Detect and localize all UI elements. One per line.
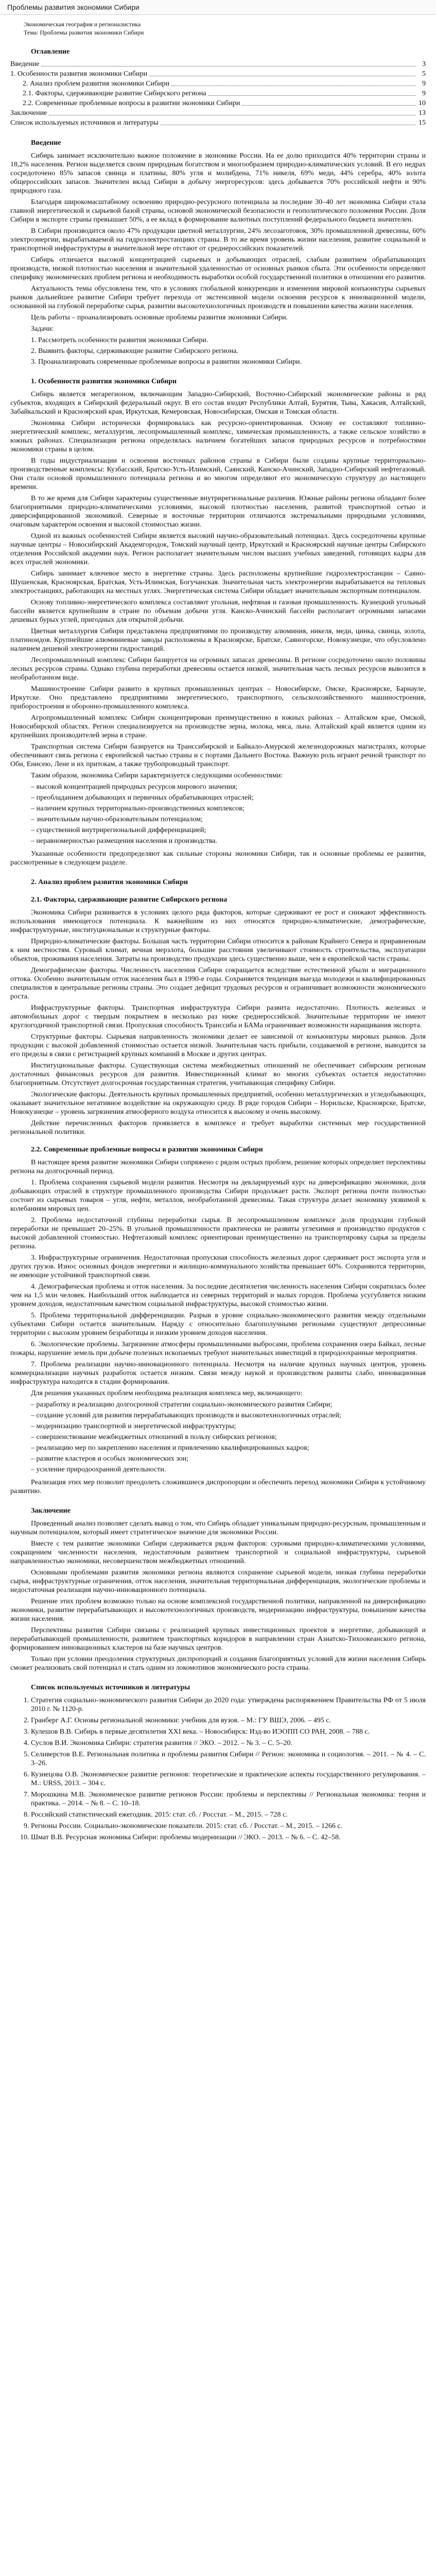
section-2 [10,878,426,1496]
paragraph: Машиностроение Сибири развито в крупных промышленных центрах – Новосибирске, Омске, Красноярске, Барнауле, Иркутске. Оно представлено предприятиями энергетического, транспортного, сельскохозяйственного машиностроения, приборостроения и оборонно-промышленного комплекса. [10,685,426,710]
toc-entry-page: 5 [422,70,426,78]
paragraph: Проведенный анализ позволяет сделать вывод о том, что Сибирь обладает уникальным природно-ресурсным, промышленным и научным потенциалом, который имеет стратегическое значение для экономики России. [10,1520,426,1536]
toc-entry-page: 10 [418,99,426,107]
paragraph: В то же время для Сибири характерны существенные внутрирегиональные различия. Южные районы региона обладают более благоприятными природно-климатическими условиями, высокой плотностью населения, развитой транспортной сетью и диверсифицированной экономикой. Северные и восточные территории отличаются экстремальными природными условиями, очаговым характером освоения и высокой стоимостью жизни. [10,495,426,529]
paragraph: Решение этих проблем возможно только на основе комплексной государственной политики, направленной на диверсификацию экономики, развитие перерабатывающих и высокотехнологичных производств, модернизацию инфраструктуры, повышение качества жизни населения. [10,1598,426,1623]
toc-leader-dots [242,105,415,106]
reference-item: 8. Российский статистический ежегодник. 2015: стат. сб. / Росстат. – М., 2015. – 728 с. [31,1810,426,1819]
paragraph: Таким образом, экономика Сибири характеризуется следующими особенностями: [31,772,283,779]
paragraph: Основными проблемами развития экономики региона являются сохранение сырьевой модели, низкая глубина переработки сырья, инфраструктурные ограничения, отток населения, значительная территориальная дифференциация, экологические проблемы и недостаточная реализация научно-инновационного потенциала. [10,1569,426,1594]
paragraph: Основу топливно-энергетического комплекса составляют угольная, нефтяная и газовая промышленность. Кузнецкий угольный бассейн является крупнейшим в стране по объемам добычи угля. Канско-Ачинский бассейн располагает огромными запасами дешевых бурых углей, пригодных для открытой добычи. [10,599,426,624]
paragraph: 2. Проблема недостаточной глубины переработки сырья. В лесопромышленном комплексе доля продукции глубокой переработки не превышает 20–25%. В угольной промышленности практически не развиты углехимия и производство продуктов с высокой добавленной стоимостью. Нефтегазовый комплекс ориентирован преимущественно на транспортировку сырья за пределы региона. [10,1216,426,1250]
toc-entry-page: 9 [422,90,426,97]
toc-entry-page: 3 [422,60,426,68]
paragraph: Только при условии преодоления структурных диспропорций и создания благоприятных условий для жизни населения Сибирь сможет реализовать свой потенциал и стать одним из локомотивов экономического роста страны. [10,1655,426,1672]
list-item: – усиление природоохранной деятельности. [31,1466,166,1473]
paragraph: 1. Проблема сохранения сырьевой модели развития. Несмотря на декларируемый курс на диверсификацию экономики, доля добывающих отраслей в структуре промышленного производства Сибири продолжает расти. Экспорт региона почти полностью состоит из сырьевых товаров – угля, нефти, металлов, необработанной древесины. Такая структура делает экономику уязвимой к колебаниям мировых цен. [10,1179,426,1213]
paragraph: Природно-климатические факторы. Большая часть территории Сибири относится к районам Крайнего Севера и приравненным к ним местностям. Суровый климат, вечная мерзлота, большие расстояния увеличивают стоимость строительства, эксплуатации объектов, проживания населения. Затраты на производство продукции здесь существенно выше, чем в европейской части страны. [10,938,426,963]
section-1-features-list [10,783,426,845]
section-1-paragraphs [10,390,426,780]
reference-item: 3. Кулешов В.В. Сибирь в первые десятилетия XXI века. – Новосибирск: Изд-во ИЭОПП СО РАН, 2008. – 788 с. [31,1727,426,1736]
references-section [10,1684,426,1842]
paragraph: В настоящее время развитие экономики Сибири сопряжено с рядом острых проблем, решение которых определяет перспективы региона на долгосрочный период. [10,1159,426,1175]
paragraph: Благодаря широкомасштабному освоению природно-ресурсного потенциала за последние 30–40 лет экономика Сибири стала главной энергетической и сырьевой базой страны, основой экономической безопасности и геополитического положения России. Доля Сибири в экспорте страны превышает 50%, а ее вклад в формирование валютных поступлений федерального бюджета значителен. [10,198,426,224]
list-item: 2. Выявить факторы, сдерживающие развитие Сибирского региона. [31,347,238,355]
paragraph: Транспортная система Сибири базируется на Транссибирской и Байкало-Амурской железнодорожных магистралях, которые обеспечивают связь региона с европейской частью страны и с портами Дальнего Востока. Важную роль играют речной транспорт по Оби, Енисею, Лене и их притокам, а также трубопроводный транспорт. [10,743,426,768]
paragraph: Инфраструктурные факторы. Транспортная инфраструктура Сибири развита недостаточно. Плотность железных и автомобильных дорог с твердым покрытием в несколько раз ниже среднероссийской. Значительные территории не имеют круглогодичной транспортной связи. Пропускная способность Транссиба и БАМа ограничивает возможности наращивания экспорта. [10,1004,426,1029]
list-item: – развитие кластеров и особых экономических зон; [31,1455,189,1463]
paragraph: 4. Демографическая проблема и отток населения. За последние десятилетия численность населения Сибири сократилась более чем на 1,5 млн человек. Наибольший отток наблюдается из северных территорий и малых городов. Проблема усугубляется низким уровнем доходов, недостаточным качеством социальной инфраструктуры, высокой стоимостью жизни. [10,1283,426,1308]
reference-item: 9. Регионы России. Социально-экономические показатели. 2015: стат. сб. / Росстат. – М., 2015. – 1266 с. [31,1822,426,1831]
paragraph: Экологические факторы. Деятельность крупных промышленных предприятий, особенно металлургических и угледобывающих, оказывает значительное негативное воздействие на окружающую среду. В ряде городов Сибири – Норильске, Красноярске, Братске, Новокузнецке – уровень загрязнения атмосферного воздуха относится к высокому и очень высокому. [10,1091,426,1116]
reference-item: 7. Морошкина М.В. Экономическое развитие регионов России: проблемы и перспективы // Региональная экономика: теория и практика. – 2014. – № 8. – С. 10–18. [31,1790,426,1808]
reference-item: 10. Шмат В.В. Ресурсная экономика Сибири: проблемы модернизации // ЭКО. – 2013. – № 6. – С. 42–58. [31,1833,426,1842]
paragraph: Структурные факторы. Сырьевая направленность экономики делает ее зависимой от конъюнктуры мировых рынков. Доля продукции с высокой добавленной стоимостью остается низкой. Значительная часть прибыли, создаваемой в регионе, выводится за его пределы в связи с регистрацией крупных компаний в Москве и других центрах. [10,1033,426,1058]
paragraph: Цветная металлургия Сибири представлена предприятиями по производству алюминия, никеля, меди, цинка, свинца, золота, платиноидов. Крупнейшие алюминиевые заводы расположены в Красноярске, Братске, Саяногорске, Новокузнецке, что обусловлено наличием дешевой электроэнергии гидростанций. [10,628,426,653]
paragraph: В годы индустриализации и освоения восточных районов страны в Сибири были созданы крупные территориально-производственные комплексы: Кузбасский, Братско-Усть-Илимский, Саянский, Канско-Ачинский, Западно-Сибирский нефтегазовый. Они стали основой промышленного потенциала региона и во многом определяют его экономическую структуру до настоящего времени. [10,457,426,491]
header-line-subject: Экономическая география и регионалистика [24,21,141,28]
paragraph: Сибирь занимает исключительно важное положение в экономике России. На ее долю приходится 40% территории страны и 18,2% населения. Регион выделяется своим природным богатством и многообразием природно-климатических условий. В его недрах сосредоточено 85% запасов свинца и платины, 80% угля и молибдена, 71% никеля, 69% меди, 44% серебра, 40% золота общероссийских запасов. Значителен вклад Сибири в добычу энергоресурсов: здесь добывается 70% российской нефти и 90% природного газа. [10,152,426,195]
toc-row [10,89,426,98]
toc-row [10,98,426,108]
paragraph: 6. Экологические проблемы. Загрязнение атмосферы промышленными выбросами, проблема сохранения озера Байкал, лесные пожары, нарушение земель при добыче полезных ископаемых требуют значительных инвестиций в природоохранные мероприятия. [10,1341,426,1357]
section-2-title: 2. Анализ проблем развития экономики Сибири [31,878,188,886]
toc-entry-text: 2.2. Современные проблемные вопросы в развитии экономики Сибири [23,99,240,107]
list-item: – реализацию мер по закреплению населения и привлечению квалифицированных кадров; [31,1444,309,1452]
list-item: – наличием крупных территориально-производственных комплексов; [31,805,245,812]
paragraph: Лесопромышленный комплекс Сибири базируется на огромных запасах древесины. В регионе сосредоточено около половины лесных ресурсов страны. Однако глубина переработки древесины остается низкой, значительная часть лесных ресурсов вывозится в необработанном виде. [10,656,426,682]
conclusion-section [10,1507,426,1672]
window-title-bar [0,0,436,15]
list-item: – модернизацию транспортной и энергетической инфраструктуры; [31,1422,236,1430]
toc-entry-text: Заключение [10,109,47,117]
toc-entry-text: 2. Анализ проблем развития экономики Сибири [23,80,170,88]
list-item: – значительным научно-образовательным потенциалом; [31,816,203,823]
intro-title: Введение [31,139,61,147]
paragraph: Актуальность темы обусловлена тем, что в условиях глобальной конкуренции и изменения мировой конъюнктуры сырьевых рынков дальнейшее развитие Сибири требует перехода от экстенсивной модели освоения ресурсов к инновационной модели, основанной на глубокой переработке сырья, развитии высокотехнологичных производств и повышении качества жизни населения. [10,285,426,310]
toc-row [10,69,426,79]
reference-item: 6. Кузнецова О.В. Экономическое развитие регионов: теоретические и практические аспекты государственного регулирования. – М.: URSS, 2013. – 304 с. [31,1770,426,1788]
intro-section [10,139,426,366]
toc-entry-page: 9 [422,80,426,88]
paragraph: Вместе с тем развитие экономики Сибири сдерживается рядом факторов: суровыми природно-климатическими условиями, сокращением численности населения, недостаточным развитием транспортной и социальной инфраструктуры, сырьевой направленностью экономики, несовершенством межбюджетных отношений. [10,1540,426,1565]
paragraph: В Сибири производится около 47% продукции цветной металлургии, 24% лесозаготовок, 30% промышленной древесины, 60% электроэнергии, вырабатываемой на гидроэлектростанциях страны. В то же время уровень жизни населения, развитие социальной и транспортной инфраструктуры в значительной мере отстают от среднероссийских показателей. [10,227,426,252]
section-2-2-measures-list [10,1400,426,1474]
section-2-1-title: 2.1. Факторы, сдерживающие развитие Сибирского региона [31,896,228,904]
paragraph: Цель работы – проанализировать основные проблемы развития экономики Сибири. [31,314,288,321]
paragraph: Сибирь отличается высокой концентрацией сырьевых и добывающих отраслей, слабым развитием обрабатывающих производств, низкой плотностью населения и значительной удаленностью от основных рынков сбыта. Эти особенности определяют специфику экономических проблем региона и необходимость выработки особой государственной политики в отношении его развития. [10,256,426,281]
list-item: – создание условий для развития перерабатывающих производств и высокотехнологичных отраслей; [31,1412,341,1419]
list-item: – преобладанием добывающих и первичных обрабатывающих отраслей; [31,794,254,802]
toc-entry-page: 13 [418,109,426,117]
section-1-closing: Указанные особенности предопределяют как сильные стороны экономики Сибири, так и основные проблемы ее развития, рассмотренные в следующем разделе. [10,850,426,867]
reference-item: 5. Селиверстов В.Е. Региональная политика и проблемы развития Сибири // Регион: экономика и социология. – 2011. – № 4. – С. 3–26. [31,1750,426,1768]
paragraph: Демографические факторы. Численность населения Сибири сокращается вследствие естественной убыли и миграционного оттока. Особенно значительным отток населения был в 1990-е годы. Сохраняется тенденция выезда молодежи и квалифицированных специалистов в центральные регионы страны. Это создает дефицит трудовых ресурсов и ограничивает возможности экономического роста. [10,967,426,1001]
list-item: – разработку и реализацию долгосрочной стратегии социально-экономического развития Сибири; [31,1401,333,1409]
section-2-2-closing: Реализация этих мер позволит преодолеть сложившиеся диспропорции и обеспечить переход экономики Сибири к устойчивому развитию. [10,1479,426,1495]
toc-row [10,118,426,128]
list-item: – высокой концентрацией природных ресурсов мирового значения; [31,783,238,791]
list-item: 3. Проанализировать современные проблемные вопросы в развитии экономики Сибири. [31,358,302,366]
document [0,15,436,1842]
paragraph: Одной из важных особенностей Сибири является высокий научно-образовательный потенциал. Здесь сосредоточены крупные научные центры – Новосибирский Академгородок, Томский научный центр, Иркутский и Красноярский научные центры Сибирского отделения Российской академии наук. Регион располагает значительным числом высших учебных заведений, готовящих кадры для всех отраслей экономики. [10,532,426,566]
section-2-2-paragraphs [10,1158,426,1398]
toc-entry-text: 2.1. Факторы, сдерживающие развитие Сибирского региона [23,90,206,97]
paragraph: Экономика Сибири исторически формировалась как ресурсно-ориентированная. Основу ее составляют топливно-энергетический комплекс, металлургия, лесопромышленный комплекс, химическая промышленность, а также сельское хозяйство в южных районах. Специализация региона определялась наличием богатейших запасов природных ресурсов и потребностями экономики страны в целом. [10,419,426,453]
conclusion-paragraphs [10,1519,426,1672]
paragraph: Задачи: [31,325,54,333]
toc-entry-page: 15 [418,119,426,127]
intro-paragraphs [10,151,426,333]
section-1-title: 1. Особенности развития экономики Сибири [31,378,177,385]
paragraph: Экономика Сибири развивается в условиях целого ряда факторов, которые сдерживают ее рост и снижают эффективность использования имеющегося потенциала. К важнейшим из них относятся природно-климатические, демографические, инфраструктурные, институциональные и структурные факторы. [10,909,426,934]
list-item: – неравномерностью размещения населения и производства. [31,837,218,845]
paragraph: Перспективы развития Сибири связаны с реализацией крупных инвестиционных проектов в энергетике, добывающей и перерабатывающей промышленности, развитием транспортных коридоров в направлении стран Азиатско-Тихоокеанского региона, формированием инновационных кластеров на базе научных центров. [10,1626,426,1652]
toc-row [10,108,426,118]
window-title: Проблемы развития экономики Сибири [7,3,139,11]
paragraph: Для решения указанных проблем необходима реализация комплекса мер, включающего: [31,1389,303,1397]
paragraph: 3. Инфраструктурные ограничения. Недостаточная пропускная способность железных дорог сдерживает рост экспорта угля и других грузов. Износ основных фондов энергетики и жилищно-коммунального хозяйства превышает 60%. Сохраняются территории, не имеющие устойчивой транспортной связи. [10,1254,426,1279]
section-2-1-paragraphs [10,908,426,1137]
reference-item: 1. Стратегия социально-экономического развития Сибири до 2020 года: утверждена распоряжением Правительства РФ от 5 июля 2010 г. № 1120-р. [31,1696,426,1714]
references-title: Список используемых источников и литературы [31,1684,190,1691]
toc-title: Оглавление [31,48,70,56]
references-list [10,1696,426,1842]
paragraph: Институциональные факторы. Существующая система межбюджетных отношений не обеспечивает сибирским регионам достаточных финансовых ресурсов для развития. Инвестиционный климат во многих субъектах остается недостаточно благоприятным. Отсутствует долгосрочная государственная стратегия, учитывающая специфику Сибири. [10,1062,426,1087]
paragraph: 7. Проблема реализации научно-инновационного потенциала. Несмотря на наличие крупных научных центров, уровень коммерциализации научных разработок остается низким. Связи между наукой и производством развиты слабо, инновационная инфраструктура находится в стадии формирования. [10,1361,426,1386]
toc-entry-text: Список используемых источников и литературы [10,119,159,127]
paragraph: Сибирь занимает ключевое место в энергетике страны. Здесь расположены крупнейшие гидроэлектростанции – Саяно-Шушенская, Красноярская, Братская, Усть-Илимская, Богучанская. Значительная часть электроэнергии вырабатывается на тепловых электростанциях, работающих на местных углях. Энергетическая система Сибири обладает значительным экспортным потенциалом. [10,570,426,595]
paragraph: Действие перечисленных факторов проявляется в комплексе и требует выработки системных мер государственной региональной политики. [10,1120,426,1136]
toc-row [10,59,426,69]
table-of-contents [10,48,426,128]
document-header [10,20,426,37]
toc-entry-text: Введение [10,60,40,68]
header-line-topic: Тема: Проблемы развития экономики Сибири [24,29,144,36]
paragraph: 5. Проблема территориальной дифференциации. Разрыв в уровне социально-экономического развития между отдельными субъектами Сибири остается значительным. Наряду с относительно благополучными регионами существуют депрессивные территории с высоким уровнем безработицы и низким уровнем доходов населения. [10,1312,426,1337]
paragraph: Сибирь является мегарегионом, включающим Западно-Сибирский, Восточно-Сибирский экономические районы и ряд субъектов, входящих в Сибирский федеральный округ. В его состав входят Республики Алтай, Бурятия, Тыва, Хакасия, Алтайский, Забайкальский и Красноярский края, Иркутская, Кемеровская, Новосибирская, Омская и Томская области. [10,391,426,416]
list-item: 1. Рассмотреть особенности развития экономики Сибири. [31,336,208,344]
paragraph: Агропромышленный комплекс Сибири сконцентрирован преимущественно в южных районах – Алтайском крае, Омской, Новосибирской областях. Регион специализируется на производстве зерна, молока, мяса, льна. Алтайский край является одним из крупнейших производителей зерна в стране. [10,714,426,739]
toc-row [10,79,426,89]
conclusion-title: Заключение [31,1507,71,1515]
list-item: – совершенствование межбюджетных отношений в пользу сибирских регионов; [31,1433,277,1441]
reference-item: 2. Гранберг А.Г. Основы региональной экономики: учебник для вузов. – М.: ГУ ВШЭ, 2006. – 495 с. [31,1716,426,1725]
list-item: – существенной внутрирегиональной дифференциацией; [31,826,206,834]
toc-entry-text: 1. Особенности развития экономики Сибири [10,70,147,78]
section-2-2-title: 2.2. Современные проблемные вопросы в развитии экономики Сибири [31,1146,263,1154]
reference-item: 4. Суслов В.И. Экономика Сибири: стратегия развития // ЭКО. – 2012. – № 3. – С. 5–20. [31,1739,426,1748]
section-1 [10,378,426,867]
toc-leader-dots [208,95,415,96]
intro-tasks-list [10,336,426,366]
toc-list [10,59,426,128]
